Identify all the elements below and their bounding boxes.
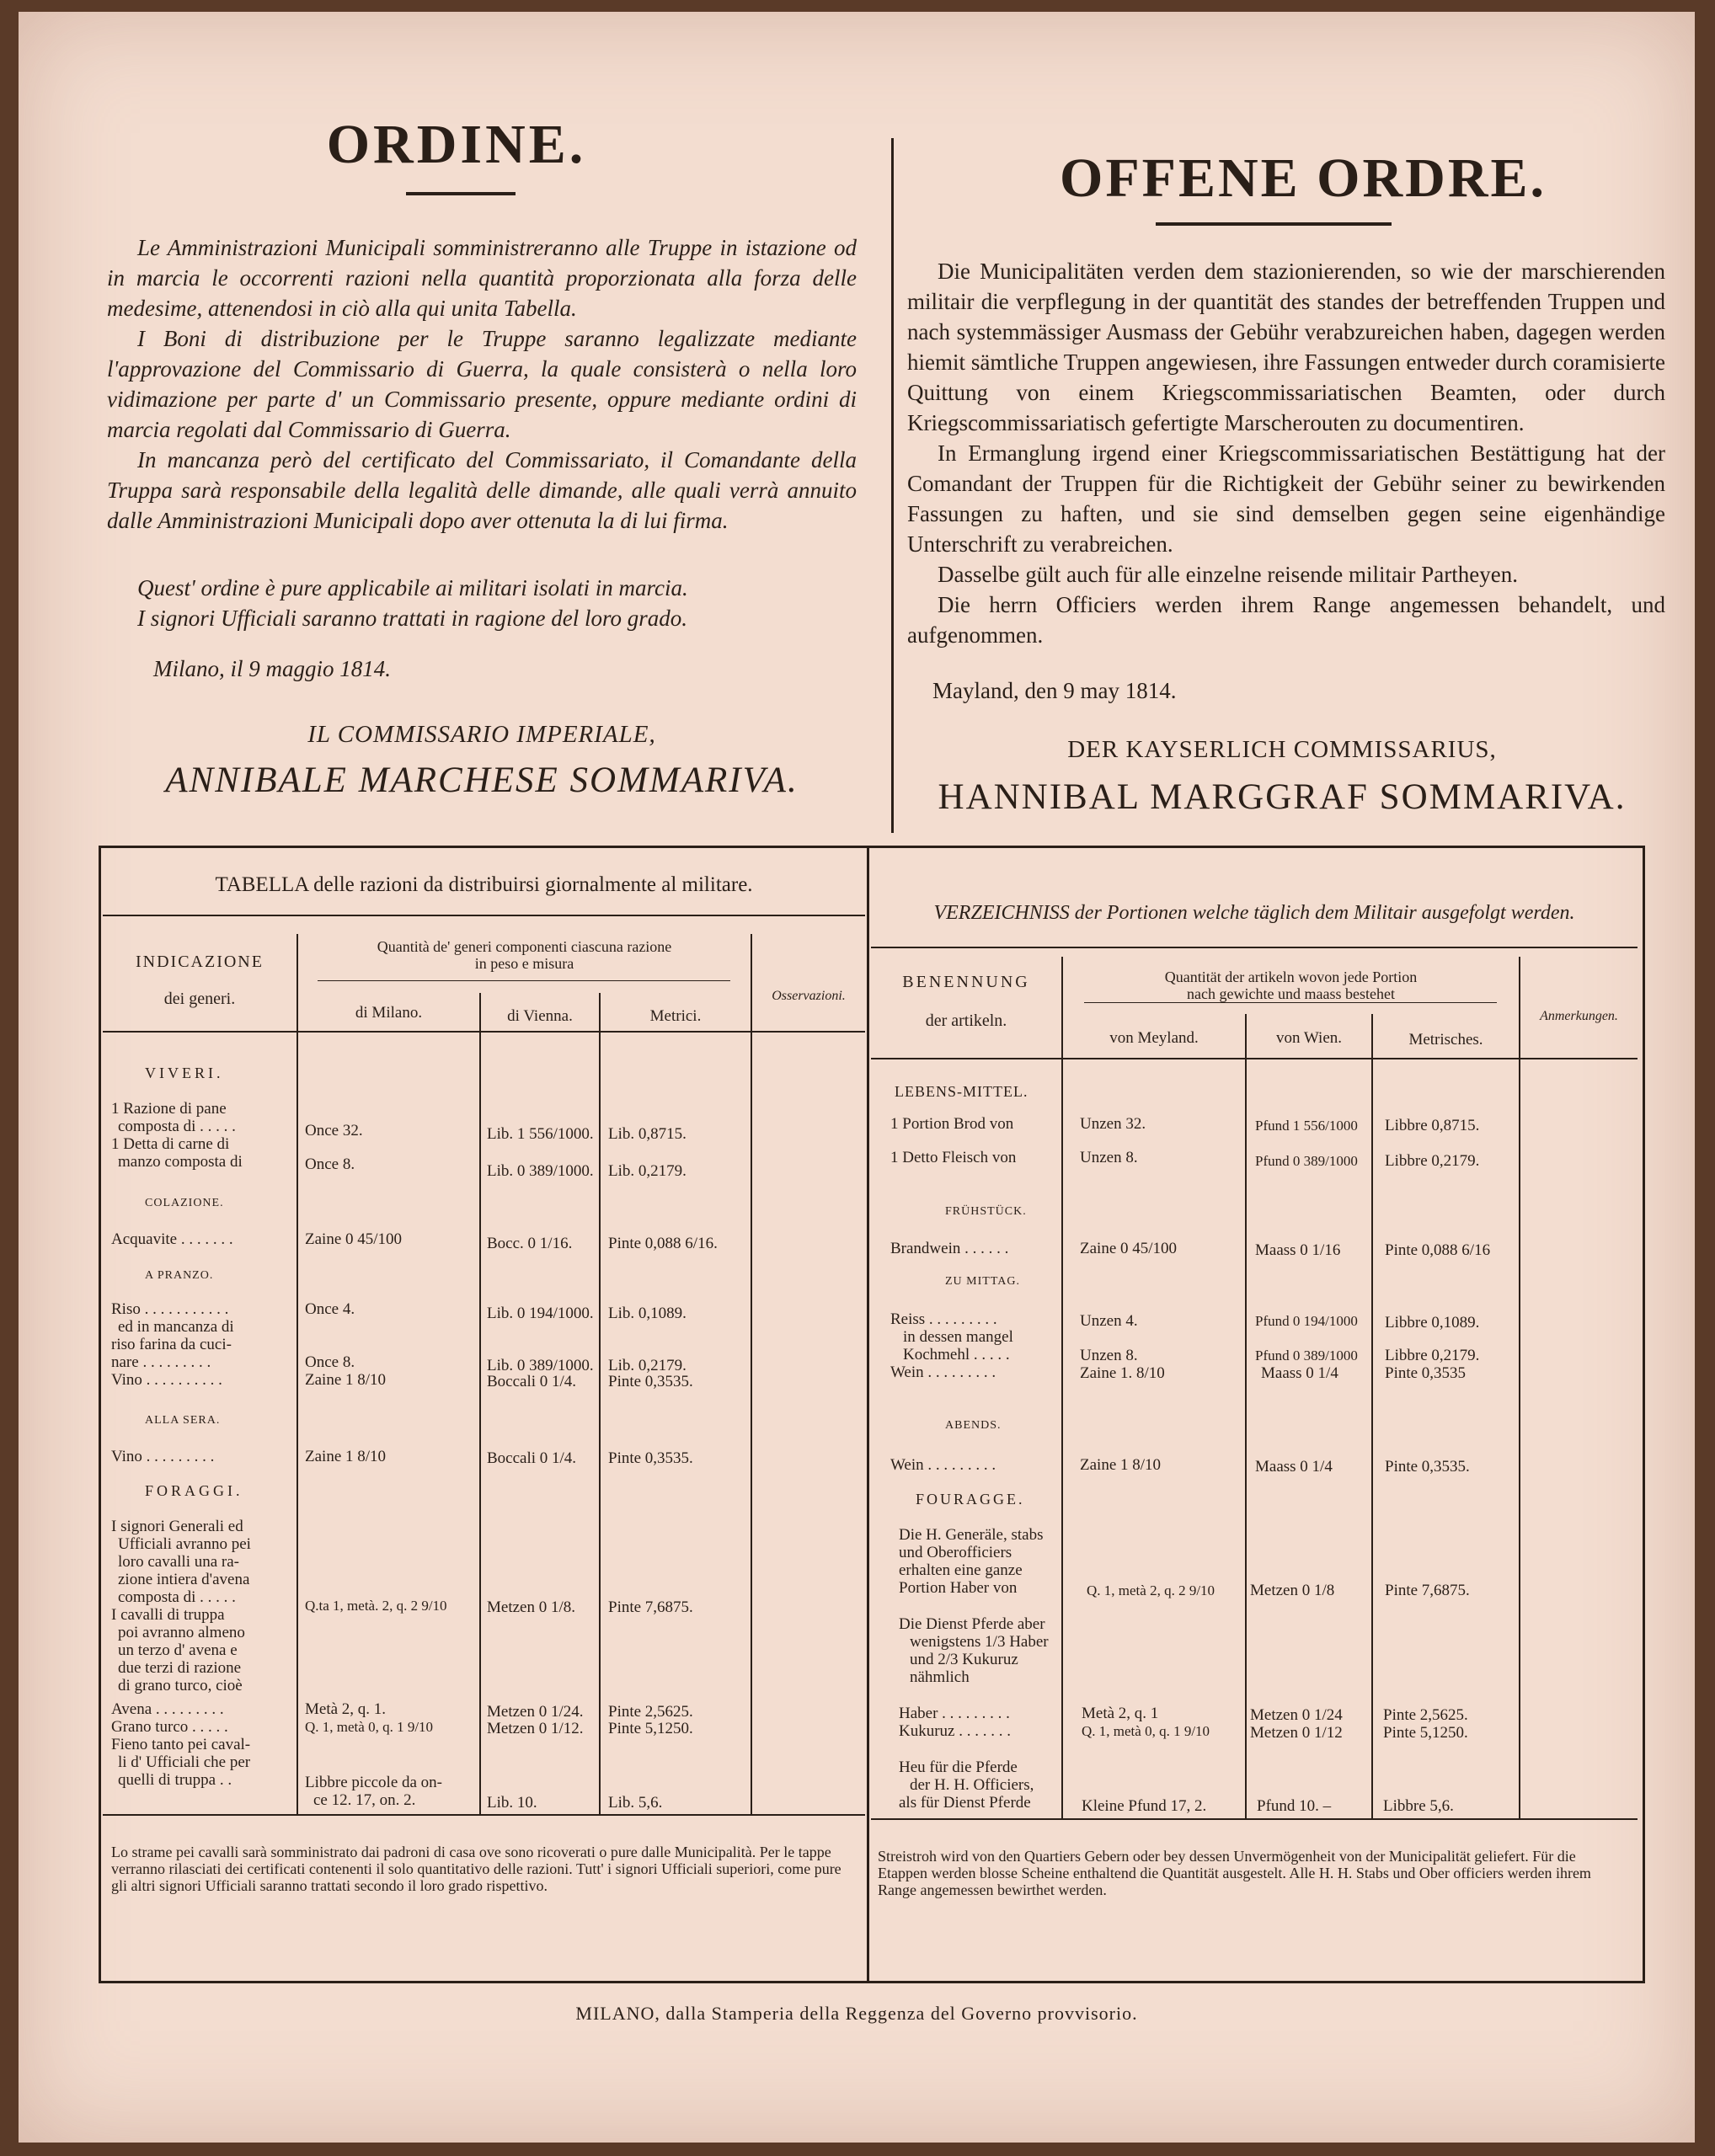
it-r-carne-1: 1 Detta di carne di <box>111 1135 230 1153</box>
it-m-acquavite: Zaine 0 45/100 <box>305 1230 403 1248</box>
table-center-divider <box>867 848 869 1981</box>
it-col-4 <box>751 934 752 1814</box>
it-v-vino-1: Boccali 0 1/4. <box>487 1373 577 1390</box>
it-r-foraggi-6: I cavalli di truppa <box>111 1606 225 1624</box>
italian-notes <box>107 573 857 633</box>
de-w-fleisch: Pfund 0 389/1000 <box>1255 1153 1358 1169</box>
italian-table-title: TABELLA delle razioni da distribuirsi giornalmente al militare. <box>215 873 753 896</box>
de-r-fourage-4: Portion Haber von <box>899 1579 1018 1597</box>
italian-note-1: Quest' ordine è pure applicabile ai militari isolati in marcia. <box>137 575 688 600</box>
de-sec-abends: ABENDS. <box>945 1419 1002 1432</box>
it-sec-foraggi: FORAGGI. <box>145 1482 243 1499</box>
de-x-haber: Pinte 2,5625. <box>1383 1706 1468 1724</box>
column-divider <box>891 138 894 833</box>
it-m-fieno-2: ce 12. 17, on. 2. <box>313 1791 416 1809</box>
de-x-kochmehl: Libbre 0,2179. <box>1385 1347 1480 1364</box>
it-h-milano: di Milano. <box>355 1004 423 1022</box>
de-x-fleisch: Libbre 0,2179. <box>1385 1152 1480 1170</box>
italian-note-2: I signori Ufficiali saranno trattati in ragione del loro grado. <box>137 606 688 631</box>
it-m-vino-1: Zaine 1 8/10 <box>305 1371 387 1389</box>
it-r-avena: Avena . . . . . . . . . <box>111 1700 224 1718</box>
de-r-reiss-3: Kochmehl . . . . . <box>903 1346 1010 1364</box>
it-col-3 <box>599 993 601 1814</box>
it-r-foraggi-5: composta di . . . . . <box>118 1588 236 1606</box>
it-r-fieno-3: quelli di truppa . . <box>118 1771 232 1789</box>
de-m-reiss: Unzen 4. <box>1080 1312 1138 1330</box>
it-x-pane: Lib. 0,8715. <box>608 1125 687 1143</box>
de-m-brandwein: Zaine 0 45/100 <box>1080 1240 1178 1257</box>
it-sec-sera: ALLA SERA. <box>145 1414 221 1427</box>
de-r-fleisch: 1 Detto Fleisch von <box>890 1149 1017 1166</box>
it-x-fieno: Lib. 5,6. <box>608 1794 663 1812</box>
german-paragraph-4: Die herrn Officiers werden ihrem Range angemessen behandelt, und aufgenommen. <box>907 592 1665 648</box>
it-v-riso: Lib. 0 194/1000. <box>487 1305 594 1322</box>
it-h-quantita-1: Quantità de' generi componenti ciascuna razione <box>377 938 672 955</box>
it-col-2 <box>479 993 481 1814</box>
de-rule-header <box>871 1058 1638 1059</box>
de-h-artikeln: der artikeln. <box>925 1011 1007 1030</box>
german-paragraph-2: In Ermanglung irgend einer Kriegscommissariatischen Bestättigung hat der Comandant der Truppen für die Richtigkeit der Gebühr seiner zu bewirkenden Fassungen zu haften, und sie sind demselben gegen seine eigenhändige Unterschrift zu verabreichen. <box>907 440 1665 557</box>
it-v-fieno: Lib. 10. <box>487 1794 537 1812</box>
de-m-wein-2: Zaine 1 8/10 <box>1080 1456 1162 1474</box>
it-r-foraggi-10: di grano turco, cioè <box>118 1677 243 1694</box>
de-w-kochmehl: Pfund 0 389/1000 <box>1255 1348 1358 1364</box>
german-table-title: VERZEICHNISS der Portionen welche täglich dem Militair ausgefolgt werden. <box>933 902 1575 924</box>
it-r-foraggi-3: loro cavalli una ra- <box>118 1553 240 1571</box>
it-brace <box>318 980 730 981</box>
de-m-kochmehl: Unzen 8. <box>1080 1347 1138 1364</box>
de-x-wein-1: Pinte 0,3535 <box>1385 1364 1467 1382</box>
italian-paragraph-1: Le Amministrazioni Municipali somministreranno alle Truppe in istazione od in marcia le occorrenti razioni nella quantità proporzionata alla forza delle medesime, attenendosi in ciò alla qui unita Tabella. <box>107 235 857 321</box>
it-m-pane: Once 32. <box>305 1122 363 1139</box>
de-w-heu: Pfund 10. – <box>1257 1797 1332 1815</box>
it-r-vino-2: Vino . . . . . . . . . <box>111 1448 215 1465</box>
de-rule-title <box>871 947 1638 948</box>
de-x-wein-2: Pinte 0,3535. <box>1385 1458 1470 1476</box>
it-sec-pranzo: A PRANZO. <box>145 1269 214 1282</box>
it-r-foraggi-8: un terzo d' avena e <box>118 1641 238 1659</box>
de-h-meyland: von Meyland. <box>1109 1029 1199 1047</box>
de-rule-bottom <box>871 1818 1638 1820</box>
de-x-heu: Libbre 5,6. <box>1383 1797 1454 1815</box>
it-x-farina: Lib. 0,2179. <box>608 1357 687 1374</box>
it-m-vino-2: Zaine 1 8/10 <box>305 1448 387 1465</box>
it-h-osservazioni: Osservazioni. <box>772 989 846 1003</box>
it-v-vino-2: Boccali 0 1/4. <box>487 1449 577 1467</box>
german-title-rule <box>1156 222 1392 226</box>
german-paragraph-3: Dasselbe gült auch für alle einzelne reisende militair Partheyen. <box>938 562 1518 587</box>
de-h-anmerkungen: Anmerkungen. <box>1540 1009 1618 1023</box>
it-r-pane-2: composta di . . . . . <box>118 1118 236 1135</box>
it-m-foraggi: Q.ta 1, metà. 2, q. 2 9/10 <box>305 1598 447 1614</box>
italian-paragraph-3: In mancanza però del certificato del Commissariato, il Comandante della Truppa sarà responsabile della legalità delle dimande, alle quali verrà annuito dalle Amministrazioni Municipali dopo aver ottenuta la di lui firma. <box>107 447 857 533</box>
it-h-generi: dei generi. <box>163 990 236 1008</box>
de-w-wein-1: Maass 0 1/4 <box>1261 1364 1338 1382</box>
it-m-fieno-1: Libbre piccole da on- <box>305 1774 443 1791</box>
it-x-foraggi: Pinte 7,6875. <box>608 1598 693 1616</box>
it-x-riso: Lib. 0,1089. <box>608 1305 687 1322</box>
it-m-farina: Once 8. <box>305 1353 355 1371</box>
it-h-indicazione: INDICAZIONE <box>136 953 264 971</box>
de-r-heu-1: Heu für die Pferde <box>899 1758 1018 1776</box>
de-m-heu: Kleine Pfund 17, 2. <box>1082 1797 1207 1815</box>
de-w-reiss: Pfund 0 194/1000 <box>1255 1313 1358 1329</box>
it-x-vino-2: Pinte 0,3535. <box>608 1449 693 1467</box>
german-body <box>907 256 1665 650</box>
de-w-kukuruz: Metzen 0 1/12 <box>1250 1724 1343 1742</box>
de-col-3 <box>1371 1014 1373 1818</box>
german-signature-name: HANNIBAL MARGGRAF SOMMARIVA. <box>938 777 1627 817</box>
italian-title-rule <box>406 192 516 195</box>
de-r-fourage-3: erhalten eine ganze <box>899 1561 1023 1579</box>
de-w-haber: Metzen 0 1/24 <box>1250 1706 1343 1724</box>
it-r-riso-4: nare . . . . . . . . . <box>111 1353 211 1371</box>
it-m-carne: Once 8. <box>305 1155 355 1173</box>
de-r-fourage-1: Die H. Generäle, stabs <box>899 1526 1044 1544</box>
italian-body <box>107 232 857 536</box>
german-date: Mayland, den 9 may 1814. <box>932 678 1177 703</box>
de-w-brandwein: Maass 0 1/16 <box>1255 1241 1341 1259</box>
de-x-fourage: Pinte 7,6875. <box>1385 1582 1470 1599</box>
de-col-4 <box>1519 957 1520 1818</box>
german-table-footnote: Streistroh wird von den Quartiers Gebern oder bey dessen Unvermögenheit von der Municipalität geliefert. Für die Etappen werden blosse Scheine enthaltend die Quantität ausgestelt. Alle H. H. Stabs und Ober officiers werden ihrem Range angemessen bewirthet werden. <box>878 1848 1591 1898</box>
it-r-acquavite: Acquavite . . . . . . . <box>111 1230 233 1248</box>
it-r-riso-2: ed in mancanza di <box>118 1318 234 1336</box>
it-x-acquavite: Pinte 0,088 6/16. <box>608 1235 718 1252</box>
it-rule-bottom <box>103 1814 865 1816</box>
de-m-brod: Unzen 32. <box>1080 1115 1146 1133</box>
de-h-quantitat-2: nach gewichte und maass bestehet <box>1187 985 1395 1002</box>
italian-signature-name: ANNIBALE MARCHESE SOMMARIVA. <box>165 760 799 800</box>
it-v-grano: Metzen 0 1/12. <box>487 1720 584 1737</box>
it-rule-title <box>103 915 865 916</box>
de-r-brandwein: Brandwein . . . . . . <box>890 1240 1009 1257</box>
it-x-grano: Pinte 5,1250. <box>608 1720 693 1737</box>
it-v-avena: Metzen 0 1/24. <box>487 1703 584 1721</box>
de-r-haber: Haber . . . . . . . . . <box>899 1705 1010 1722</box>
de-col-1 <box>1061 957 1063 1818</box>
de-h-wien: von Wien. <box>1275 1029 1343 1047</box>
it-r-foraggi-1: I signori Generali ed <box>111 1518 243 1535</box>
it-v-foraggi: Metzen 0 1/8. <box>487 1598 576 1616</box>
it-r-foraggi-9: due terzi di razione <box>118 1659 242 1677</box>
de-r-dienst-1: Die Dienst Pferde aber <box>899 1615 1045 1633</box>
it-sec-viveri: VIVERI. <box>145 1065 224 1081</box>
it-sec-colazione: COLAZIONE. <box>145 1197 224 1209</box>
it-r-riso-1: Riso . . . . . . . . . . . <box>111 1300 229 1318</box>
german-paragraph-1: Die Municipalitäten verden dem stazionierenden, so wie der marschierenden militair die verpflegung in der quantität des standes der betreffenden Truppen und nach systemmässiger Ausmass der Gebühr verabzureichen haben, dagegen werden hiemit sämtliche Truppen angewiesen, ihre Fassungen entweder durch coramisierte Quittung von einem Kriegscommissariatischen Beamten, oder durch Kriegscommissariatisch gefertigte Marscherouten zu documentiren. <box>907 259 1665 435</box>
document-sheet <box>19 12 1695 2143</box>
it-m-riso: Once 4. <box>305 1300 355 1318</box>
it-x-carne: Lib. 0,2179. <box>608 1162 687 1180</box>
it-r-vino-1: Vino . . . . . . . . . . <box>111 1371 222 1389</box>
printer-imprint: MILANO, dalla Stamperia della Reggenza del Governo provvisorio. <box>575 2003 1138 2024</box>
it-r-grano: Grano turco . . . . . <box>111 1718 228 1736</box>
de-m-fourage: Q. 1, metà 2, q. 2 9/10 <box>1087 1582 1215 1598</box>
german-title: OFFENE ORDRE. <box>1059 147 1547 209</box>
de-x-kukuruz: Pinte 5,1250. <box>1383 1724 1468 1742</box>
de-w-wein-2: Maass 0 1/4 <box>1255 1458 1333 1476</box>
de-sec-mittag: ZU MITTAG. <box>945 1275 1020 1288</box>
italian-date: Milano, il 9 maggio 1814. <box>153 656 391 681</box>
de-x-brod: Libbre 0,8715. <box>1385 1117 1480 1134</box>
de-x-brandwein: Pinte 0,088 6/16 <box>1385 1241 1491 1259</box>
de-r-kukuruz: Kukuruz . . . . . . . <box>899 1722 1011 1740</box>
it-h-metrici: Metrici. <box>649 1007 702 1025</box>
de-r-wein-2: Wein . . . . . . . . . <box>890 1456 996 1474</box>
de-sec-lebens: LEBENS-MITTEL. <box>895 1083 1028 1100</box>
de-r-brod: 1 Portion Brod von <box>890 1115 1014 1133</box>
de-m-wein-1: Zaine 1. 8/10 <box>1080 1364 1165 1382</box>
it-r-carne-2: manzo composta di <box>118 1153 243 1171</box>
de-h-metrisches: Metrisches. <box>1408 1031 1483 1049</box>
it-v-carne: Lib. 0 389/1000. <box>487 1162 594 1180</box>
de-x-reiss: Libbre 0,1089. <box>1385 1314 1480 1331</box>
de-r-dienst-3: und 2/3 Kukuruz <box>910 1651 1018 1668</box>
de-r-dienst-2: wenigstens 1/3 Haber <box>910 1633 1049 1651</box>
it-r-pane-1: 1 Razione di pane <box>111 1100 227 1118</box>
it-v-farina: Lib. 0 389/1000. <box>487 1357 594 1374</box>
de-r-fourage-2: und Oberofficiers <box>899 1544 1012 1561</box>
it-r-foraggi-4: zione intiera d'avena <box>118 1571 250 1588</box>
it-x-vino-1: Pinte 0,3535. <box>608 1373 693 1390</box>
it-r-foraggi-2: Ufficiali avranno pei <box>118 1535 251 1553</box>
de-m-kukuruz: Q. 1, metà 0, q. 1 9/10 <box>1082 1723 1210 1739</box>
italian-paragraph-2: I Boni di distribuzione per le Truppe saranno legalizzate mediante l'approvazione del Commissario di Guerra, la quale consisterà o nella loro vidimazione per parte d' un Commissario presente, oppure mediante ordini di marcia regolati dal Commissario di Guerra. <box>107 326 857 442</box>
italian-signature-title: IL COMMISSARIO IMPERIALE, <box>307 721 656 748</box>
de-w-brod: Pfund 1 556/1000 <box>1255 1118 1358 1134</box>
de-h-benennung: BENENNUNG <box>902 973 1030 991</box>
it-h-quantita-2: in peso e misura <box>474 955 574 972</box>
it-m-grano: Q. 1, metà 0, q. 1 9/10 <box>305 1719 434 1735</box>
german-signature-title: DER KAYSERLICH COMMISSARIUS, <box>1067 736 1497 763</box>
de-r-reiss-2: in dessen mangel <box>903 1328 1013 1346</box>
it-r-riso-3: riso farina da cuci- <box>111 1336 232 1353</box>
de-r-heu-3: als für Dienst Pferde <box>899 1794 1031 1812</box>
de-h-quantitat-1: Quantität der artikeln wovon jede Portion <box>1164 969 1418 985</box>
de-r-heu-2: der H. H. Officiers, <box>910 1776 1034 1794</box>
de-col-2 <box>1245 1014 1247 1818</box>
de-r-wein-1: Wein . . . . . . . . . <box>890 1364 996 1381</box>
de-r-dienst-4: nähmlich <box>910 1668 970 1686</box>
it-v-pane: Lib. 1 556/1000. <box>487 1125 594 1143</box>
italian-table-footnote: Lo strame pei cavalli sarà somministrato dai padroni di casa ove sono ricoverati o pure dalle Municipalità. Per le tappe verranno rilasciati dei certificati contenenti il solo quantitativo delle razioni. Tutt' i signori Ufficiali superiori, come pure gli altri signori Ufficiali saranno trattati secondo il loro grado rispettivo. <box>111 1844 841 1894</box>
de-m-fleisch: Unzen 8. <box>1080 1149 1138 1166</box>
it-r-foraggi-7: poi avranno almeno <box>118 1624 245 1641</box>
it-m-avena: Metà 2, q. 1. <box>305 1700 387 1718</box>
it-col-1 <box>297 934 298 1814</box>
it-v-acquavite: Bocc. 0 1/16. <box>487 1235 573 1252</box>
it-r-fieno-2: li d' Ufficiali che per <box>118 1753 251 1771</box>
de-sec-fruhstuck: FRÜHSTÜCK. <box>945 1205 1027 1218</box>
italian-title: ORDINE. <box>326 114 587 175</box>
de-sec-fourage: FOURAGGE. <box>916 1491 1025 1508</box>
it-r-fieno-1: Fieno tanto pei caval- <box>111 1736 251 1753</box>
it-x-avena: Pinte 2,5625. <box>608 1703 693 1721</box>
de-m-haber: Metà 2, q. 1 <box>1082 1705 1159 1722</box>
de-r-reiss-1: Reiss . . . . . . . . . <box>890 1310 997 1328</box>
de-w-fourage: Metzen 0 1/8 <box>1250 1582 1335 1599</box>
it-h-vienna: di Vienna. <box>507 1007 573 1025</box>
